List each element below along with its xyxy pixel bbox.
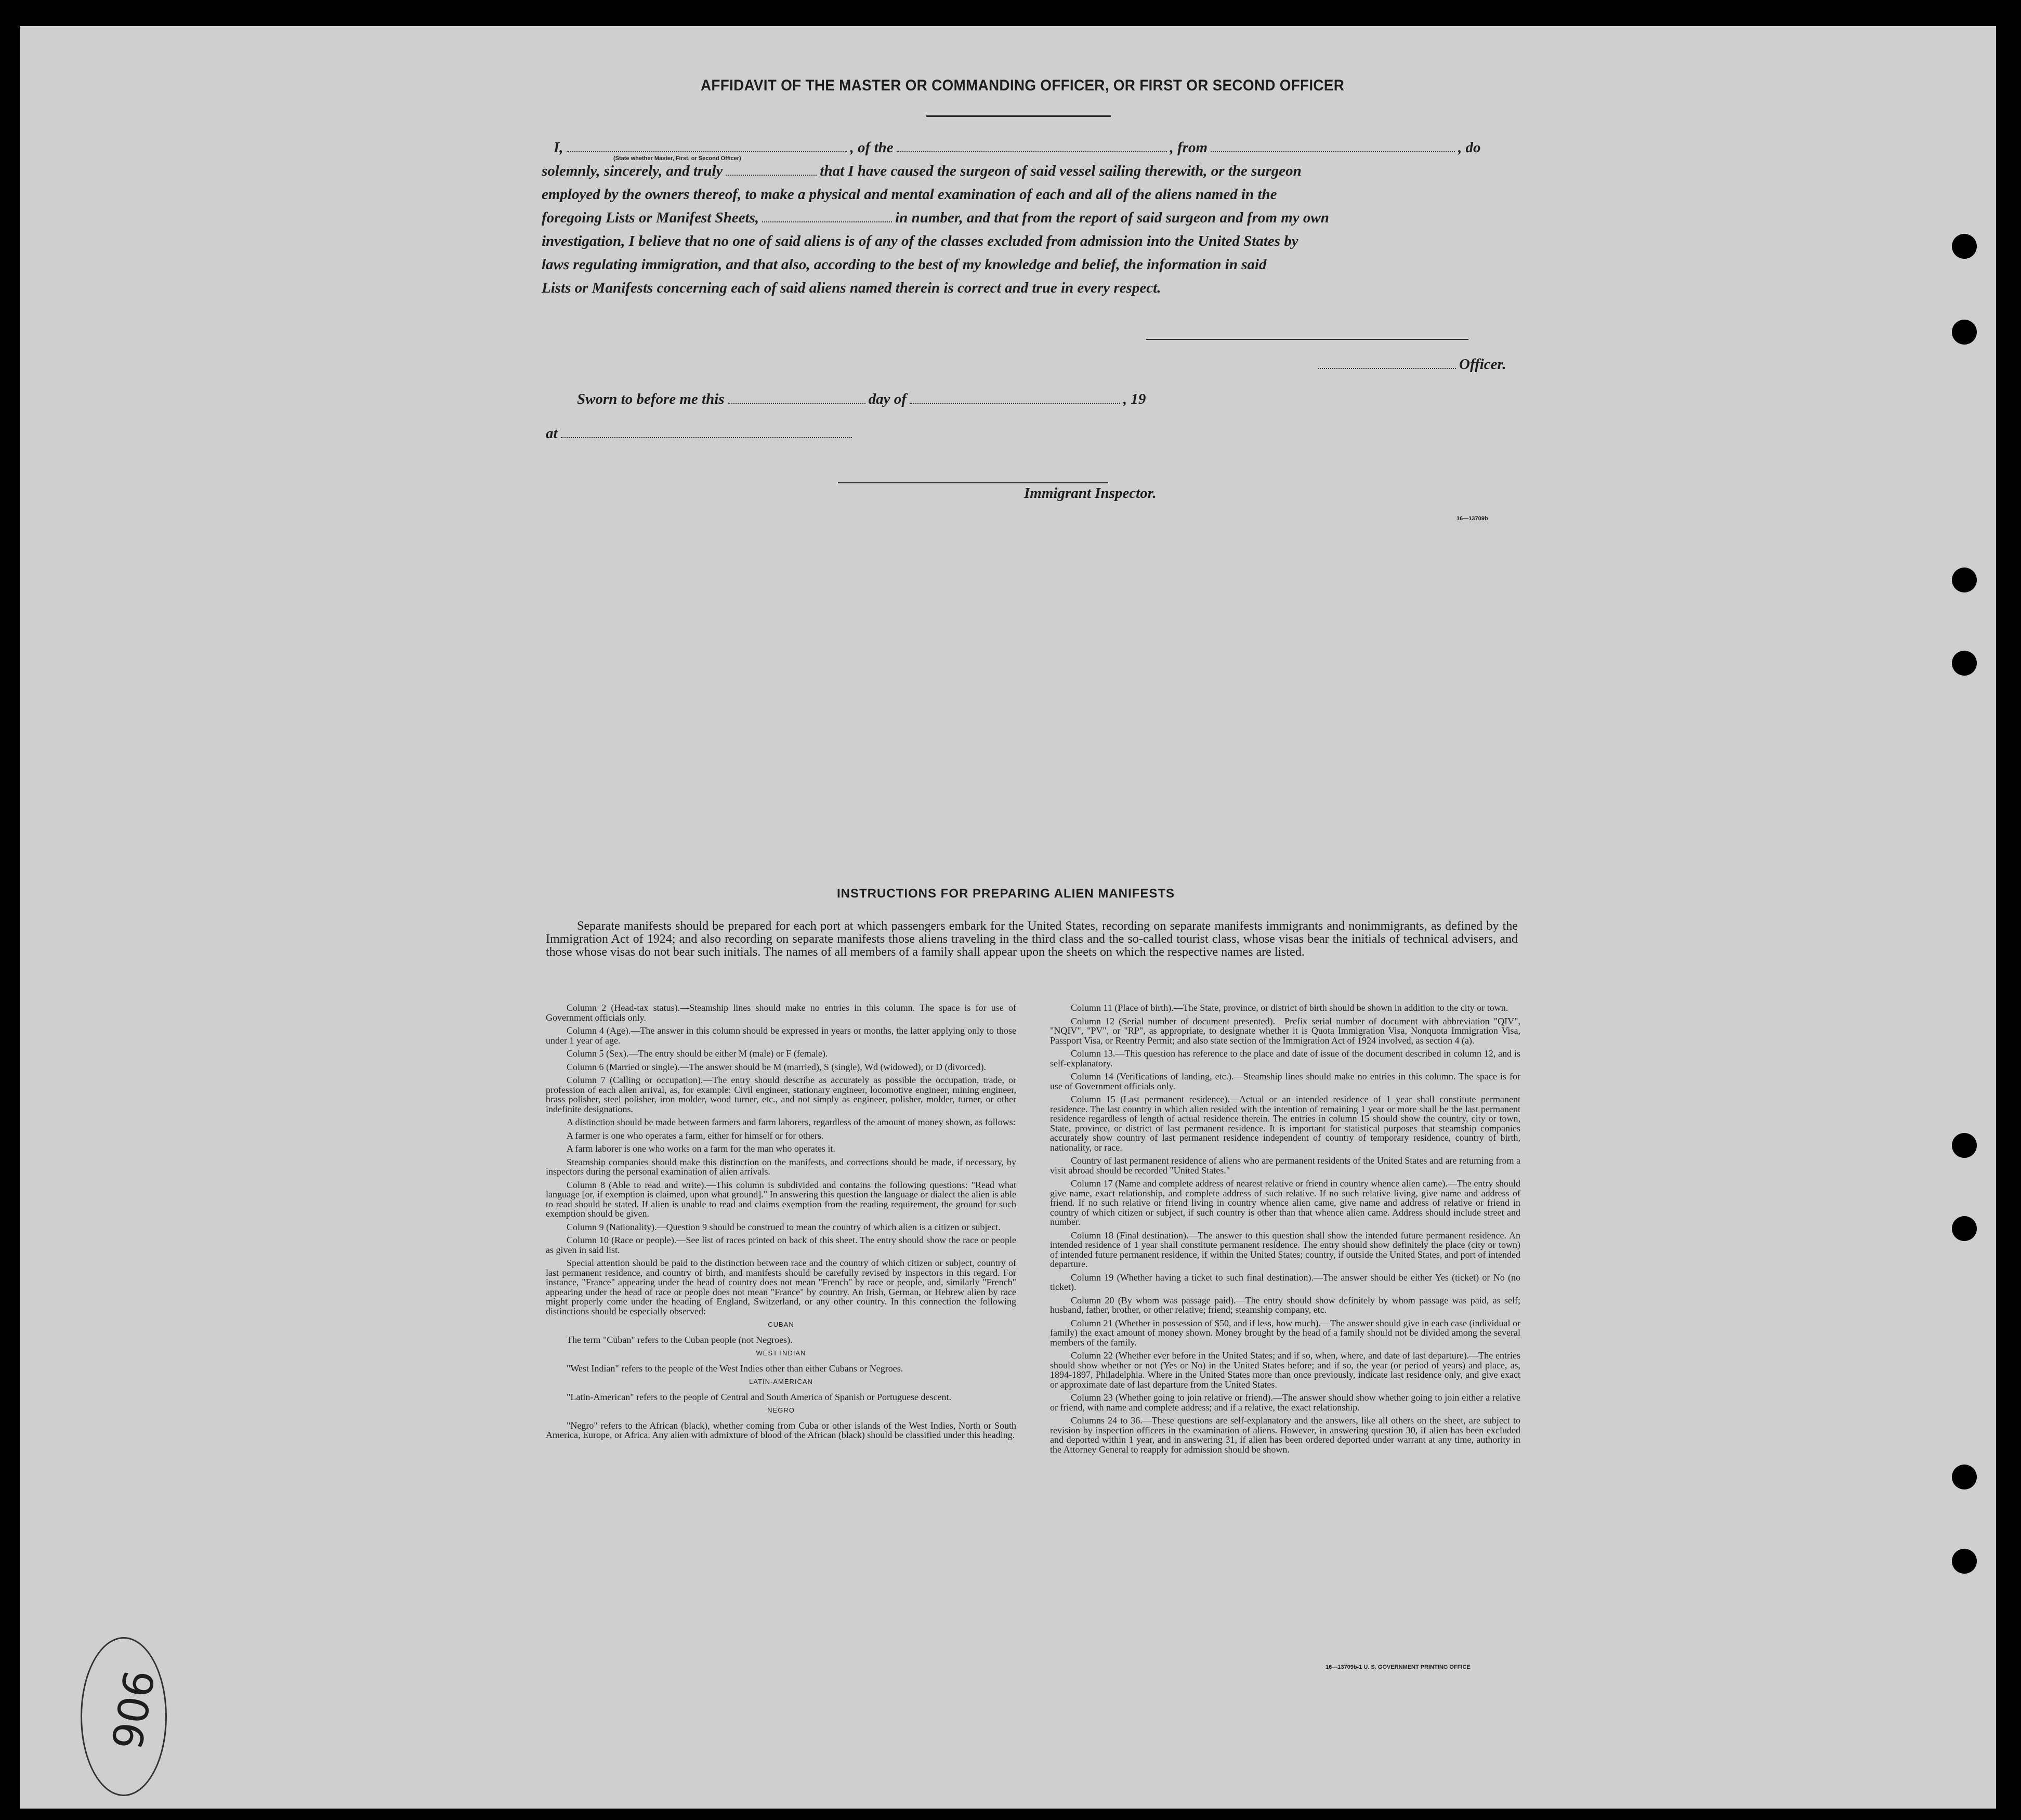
sworn-month-field[interactable] — [910, 403, 1120, 404]
paragraph: Column 7 (Calling or occupation).—The entry should describe as accurately as possible the occupation, trade, or profession of each alien arrival, as, for example: Civil engineer, stationary engineer, locomotive engineer, mining engineer, brass polisher, steel polisher, iron molder, wood turner, etc., and not simply as engineer, polisher, molder, turner, or other indefinite designations. — [546, 1075, 1016, 1114]
affidavit-line-7: Lists or Manifests concerning each of said aliens named therein is correct and true in every respect. — [542, 280, 1161, 296]
affidavit-line-1 — [554, 139, 1481, 156]
paragraph: Column 21 (Whether in possession of $50, and if less, how much).—The answer should give in each case (individual or family) the exact amount of money shown. Money brought by the head of a family should not be divided among the several members of the family. — [1050, 1317, 1520, 1348]
affidavit-line-3: employed by the owners thereof, to make a physical and mental examination of each and all of the aliens named in the — [542, 186, 1277, 203]
paragraph: Column 12 (Serial number of document presented).—Prefix serial number of document with abbreviation "QIV", "NQIV", "PV", or "RP", as appropriate, to designate whether it is Quota Immigration Visa, Nonquota Immigration Visa, Passport Visa, or Reentry Permit; and also state section of the Immigration Act of 1924 involved, as section 4 (a). — [1050, 1015, 1520, 1046]
punch-hole — [1952, 234, 1977, 259]
punch-hole — [1952, 320, 1977, 345]
paragraph: "Negro" refers to the African (black), whether coming from Cuba or other islands of the West Indies, North or South America, Europe, or Africa. Any alien with admixture of blood of the African (black) should be classified under this heading. — [546, 1420, 1016, 1440]
heading-latin-american: LATIN-AMERICAN — [749, 1378, 813, 1386]
instructions-intro: Separate manifests should be prepared for each port at which passengers embark for the United States, recording on separate manifests immigrants and nonimmigrants, as defined by the Immigration Act of 1924; and also recording on separate manifests those aliens traveling in the third class and the so-called tourist class, whose visas bear the initials of technical advisers, and those whose visas do not bear such initials. The names of all members of a family shall appear upon the sheets on which the respective names are listed. — [546, 919, 1518, 959]
instructions-right-column — [1050, 1003, 1520, 1458]
instructions-title: INSTRUCTIONS FOR PREPARING ALIEN MANIFESTS — [837, 887, 1175, 901]
paragraph: Column 22 (Whether ever before in the United States; and if so, when, where, and date of last departure).—The entries should show whether or not (Yes or No) in the United States before; and if so, the year (or period of years) and place, as, 1894-1897, Philadelphia. Where in the United States more than once previously, indicate last residence only, and give exact or approximate date of last departure from the United States. — [1050, 1350, 1520, 1390]
text: at — [546, 425, 558, 442]
text: Sworn to before me this — [577, 391, 725, 407]
vessel-field[interactable] — [897, 151, 1167, 152]
text: foregoing Lists or Manifest Sheets, — [542, 209, 759, 226]
paragraph: Column 23 (Whether going to join relative or friend).—The answer should show whether going to join either a relative or friend, with name and complete address; and if a relative, the exact relationship. — [1050, 1392, 1520, 1413]
text: day of — [868, 391, 907, 407]
text: I, — [554, 139, 563, 156]
paragraph: The term "Cuban" refers to the Cuban people (not Negroes). — [567, 1334, 793, 1345]
from-field[interactable] — [1211, 151, 1455, 152]
inspector-signature-line[interactable] — [838, 482, 1108, 483]
count-field[interactable] — [762, 221, 892, 222]
at-line — [546, 425, 855, 442]
paragraph: Column 9 (Nationality).—Question 9 should be construed to mean the country of which alien is a citizen or subject. — [567, 1221, 1001, 1232]
punch-hole — [1952, 1549, 1977, 1574]
text: , from — [1170, 139, 1208, 156]
paragraph: Column 19 (Whether having a ticket to such final destination).—The answer should be either Yes (ticket) or No (no ticket). — [1050, 1272, 1520, 1292]
text: that I have caused the surgeon of said vessel sailing therewith, or the surgeon — [820, 163, 1302, 179]
heading-negro: NEGRO — [767, 1406, 795, 1414]
officer-signature-line[interactable] — [1146, 339, 1468, 340]
instructions-left-column — [546, 1003, 1016, 1444]
paragraph: Column 10 (Race or people).—See list of races printed on back of this sheet. The entry should show the race or people as given in said list. — [546, 1235, 1016, 1255]
printing-office-footer: 16—13709b-1 U. S. GOVERNMENT PRINTING OFFICE — [1326, 1664, 1471, 1670]
sworn-line — [577, 391, 1146, 408]
paragraph: Column 13.—This question has reference to the place and date of issue of the document described in column 12, and is self-explanatory. — [1050, 1048, 1520, 1069]
oath-field[interactable] — [726, 175, 817, 176]
text: , 19 — [1123, 391, 1146, 407]
paragraph: Column 20 (By whom was passage paid).—The entry should show definitely by whom passage was paid, as self; husband, father, brother, or other relative; friend; steamship company, etc. — [1050, 1295, 1520, 1315]
affidavit-line-5: investigation, I believe that no one of said aliens is of any of the classes excluded from admission into the United States by — [542, 233, 1298, 249]
paragraph: A distinction should be made between farmers and farm laborers, regardless of the amount of money shown, as follows: — [567, 1117, 1016, 1127]
paragraph: Steamship companies should make this distinction on the manifests, and corrections should be made, if necessary, by inspectors during the personal examination of alien arrivals. — [546, 1156, 1016, 1177]
paragraph: "West Indian" refers to the people of the West Indies other than either Cubans or Negroes. — [567, 1363, 903, 1374]
paragraph: A farm laborer is one who works on a farm for the man who operates it. — [567, 1143, 835, 1154]
affidavit-line-6: laws regulating immigration, and that also, according to the best of my knowledge and belief, the information in said — [542, 256, 1267, 273]
paragraph: A farmer is one who operates a farm, either for himself or for others. — [567, 1130, 824, 1141]
form-code: 16—13709b — [1456, 516, 1488, 522]
paragraph: Country of last permanent residence of aliens who are permanent residents of the United States and are returning from a visit abroad should be recorded "United States." — [1050, 1155, 1520, 1176]
paragraph: Column 11 (Place of birth).—The State, province, or district of birth should be shown in addition to the city or town. — [1071, 1003, 1508, 1013]
paragraph: Column 15 (Last permanent residence).—Actual or an intended residence of 1 year shall constitute permanent residence. The last country in which alien resided with the intention of remaining 1 year or more shall be the last permanent residence regardless of length of actual residence therein. The entries in column 15 should show the country, city or town, State, province, or district of last permanent residence. It is important for statistical purposes that steamship companies accurately show country of last permanent residence independent of country of temporary residence, country of birth, nationality, or race. — [1050, 1094, 1520, 1153]
affidavit-line-2 — [542, 163, 1302, 180]
text: Officer. — [1459, 356, 1506, 373]
officer-label — [1315, 356, 1506, 373]
sworn-day-field[interactable] — [728, 403, 865, 404]
text: , do — [1458, 139, 1481, 156]
punch-hole — [1952, 1216, 1977, 1241]
officer-field[interactable] — [1318, 368, 1456, 369]
text: in number, and that from the report of said surgeon and from my own — [895, 209, 1329, 226]
paragraph: Column 5 (Sex).—The entry should be either M (male) or F (female). — [567, 1048, 828, 1059]
heading-west-indian: WEST INDIAN — [756, 1349, 806, 1357]
paragraph: Special attention should be paid to the distinction between race and the country of which citizen or subject, country of last permanent residence, and country of birth, and manifests should be carefully revised by inspectors in this regard. For instance, "France" appearing under the head of country does not mean "French" by race or people, and, similarly "French" appearing under the head of race or people does not mean "France" by country. An Irish, German, or Hebrew alien by race might properly come under the heading of England, Switzerland, or any other country. In this connection the following distinctions should be especially observed: — [546, 1258, 1016, 1316]
affidavit-line-4 — [542, 209, 1329, 227]
paragraph: Column 17 (Name and complete address of nearest relative or friend in country whence alien came).—The entry should give name, exact relationship, and complete address of such relative. If no such relative living, give name and address of friend. If no such relative or friend living in country whence alien came, give name and address of relative or friend in country of which citizen or subject, if such country is other than that whence alien came. Address should include street and number. — [1050, 1178, 1520, 1227]
punch-hole — [1952, 651, 1977, 676]
at-field[interactable] — [561, 437, 852, 438]
affidavit-title: AFFIDAVIT OF THE MASTER OR COMMANDING OFFICER, OR FIRST OR SECOND OFFICER — [701, 77, 1345, 94]
punch-hole — [1952, 1133, 1977, 1158]
text: solemnly, sincerely, and truly — [542, 163, 723, 179]
inspector-label: Immigrant Inspector. — [1024, 485, 1157, 502]
paragraph: "Latin-American" refers to the people of Central and South America of Spanish or Portuguese descent. — [567, 1391, 951, 1402]
paragraph: Column 2 (Head-tax status).—Steamship lines should make no entries in this column. The space is for use of Government officials only. — [546, 1003, 1016, 1023]
punch-hole — [1952, 1465, 1977, 1489]
paragraph: Columns 24 to 36.—These questions are self-explanatory and the answers, like all others on the sheet, are subject to revision by inspection officers in the examination of aliens. However, in answering question 30, if alien has been excluded and deported within 1 year, and in answering 31, if alien has been ordered deported under warrant at any time, authority in the Attorney General to reapply for admission should be shown. — [1050, 1415, 1520, 1455]
page-number-text: 906 — [101, 1666, 163, 1753]
officer-note: (State whether Master, First, or Second Officer) — [613, 155, 741, 162]
punch-hole — [1952, 568, 1977, 592]
paragraph: Column 14 (Verifications of landing, etc.).—Steamship lines should make no entries in this column. The space is for use of Government officials only. — [1050, 1071, 1520, 1091]
paragraph: Column 8 (Able to read and write).—This column is subdivided and contains the following questions: "Read what language [or, if exemption is claimed, upon what ground]." In answering this question the language or dialect the alien is able to read should be stated. If alien is unable to read and claims exemption from the reading requirement, the ground for such exemption should be given. — [546, 1179, 1016, 1219]
heading-cuban: CUBAN — [768, 1321, 794, 1328]
paragraph: Column 6 (Married or single).—The answer should be M (married), S (single), Wd (widowed), or D (divorced). — [567, 1061, 986, 1072]
text: , of the — [850, 139, 894, 156]
master-field[interactable] — [567, 151, 847, 152]
handwritten-page-number — [81, 1637, 167, 1796]
paragraph: Column 18 (Final destination).—The answer to this question shall show the intended future permanent residence. An intended residence of 1 year shall constitute permanent residence. The entry should show definitely the place (city or town) of intended future permanent residence, if within the United States; country, if outside the United States, and port of intended departure. — [1050, 1230, 1520, 1269]
title-rule — [926, 115, 1111, 117]
paragraph: Column 4 (Age).—The answer in this column should be expressed in years or months, the latter applying only to those under 1 year of age. — [546, 1025, 1016, 1046]
